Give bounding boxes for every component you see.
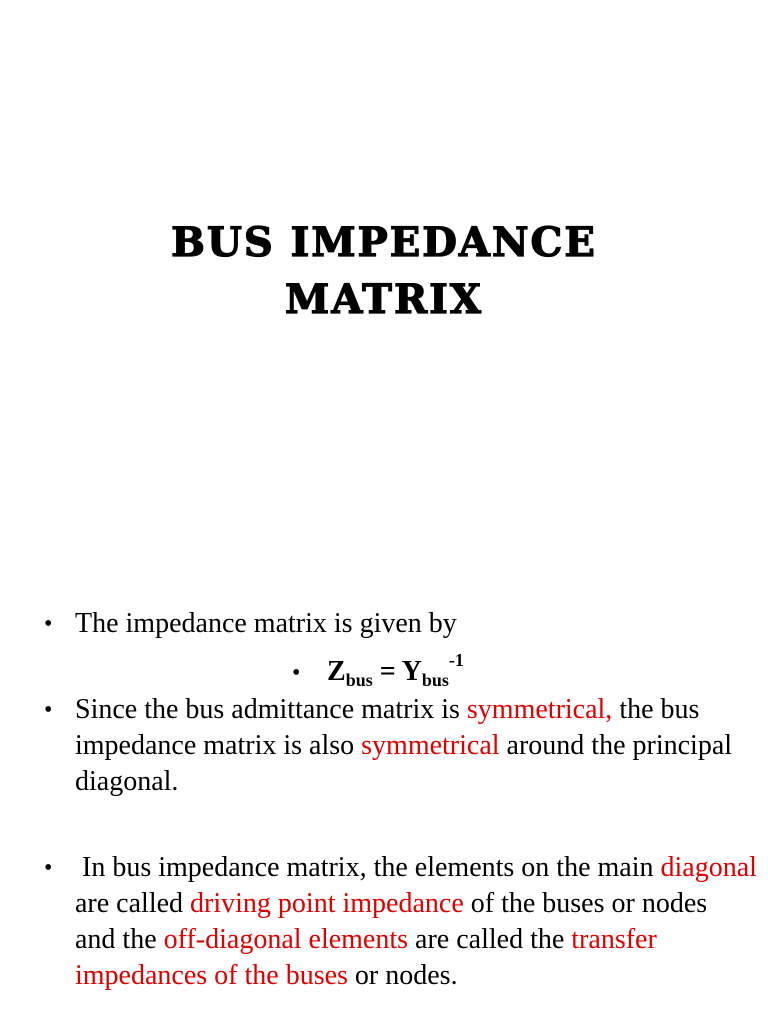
formula-bullet — [292, 650, 464, 691]
text-segment: the bus impedance matrix is also — [75, 694, 700, 761]
bullet-marker: • — [44, 855, 53, 881]
title-line-2: MATRIX — [285, 276, 483, 323]
highlight-term: diagonal — [660, 852, 757, 883]
bullet-text — [75, 850, 757, 994]
bullet-marker: • — [44, 611, 53, 637]
highlight-term: off-diagonal elements — [163, 924, 409, 955]
bullet-text — [75, 692, 734, 800]
formula-equals: = — [372, 656, 402, 687]
text-segment: are called the — [408, 924, 572, 955]
text-segment: The impedance matrix is given by — [75, 608, 457, 639]
bullet-marker: • — [44, 697, 53, 723]
bullet-item-symmetry — [44, 692, 734, 800]
text-segment: In bus impedance matrix, the elements on the main — [75, 852, 661, 883]
formula-y-symbol: Y — [401, 656, 422, 687]
title-line-1: BUS IMPEDANCE — [171, 219, 597, 266]
bullet-item-impedance-matrix — [44, 606, 734, 642]
formula-inverse-superscript: -1 — [448, 650, 464, 670]
bullet-text — [75, 606, 734, 642]
highlight-term: symmetrical, — [466, 694, 613, 725]
formula-z-symbol: Z — [327, 656, 346, 687]
text-segment: or nodes. — [347, 960, 458, 991]
text-segment: around the principal diagonal. — [75, 730, 733, 797]
highlight-term: symmetrical — [361, 730, 500, 761]
highlight-term: driving point impedance — [190, 888, 464, 919]
bullet-marker: • — [292, 660, 301, 686]
text-segment: of the buses or nodes and the — [75, 888, 708, 955]
text-segment: Since the bus admittance matrix is — [75, 694, 467, 725]
slide-title — [0, 214, 768, 328]
formula-y-subscript: bus — [421, 670, 449, 690]
bullet-item-elements — [44, 850, 757, 994]
formula-z-subscript: bus — [345, 670, 373, 690]
highlight-term: transfer impedances of the buses — [75, 924, 657, 991]
text-segment: are called — [75, 888, 191, 919]
